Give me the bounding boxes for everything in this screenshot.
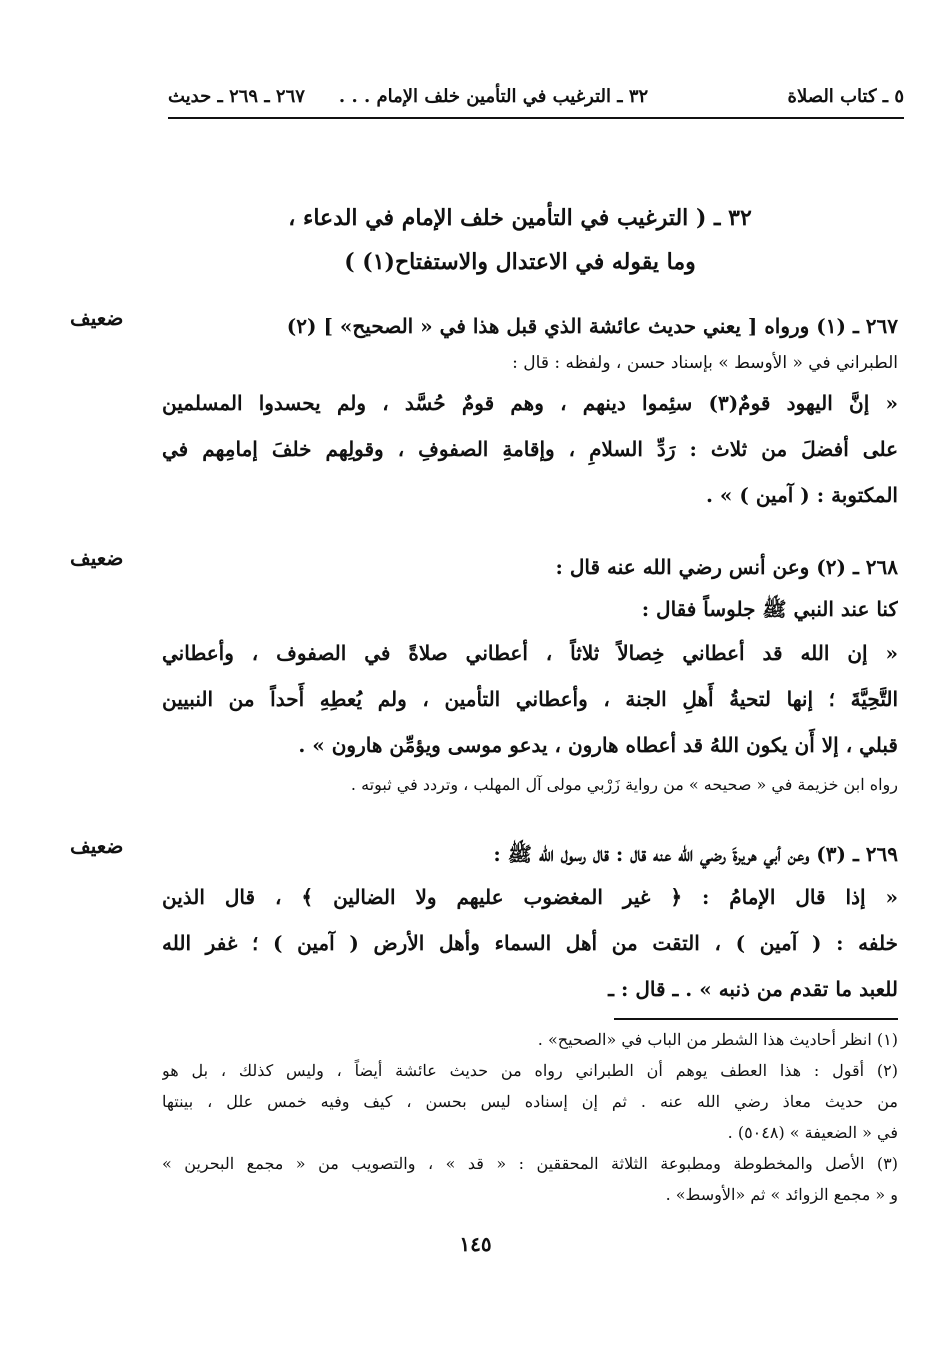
running-header [168, 86, 904, 107]
hadith-line: الطبراني في « الأوسط » بإسناد حسن ، ولفظه : قال : [512, 353, 898, 373]
hadith-source-note: رواه ابن خزيمة في « صحيحه » من رواية زَرْبي مولى آل المهلب ، وتردد في ثبوته . [350, 775, 898, 794]
footnote: (٣) الأصل والمخطوطة ومطبوعة الثلاثة المحققين : « قد » ، والتصويب من « مجمع البحرين » [162, 1154, 898, 1173]
chapter-title-line: ٣٢ ـ ( الترغيب في التأمين خلف الإمام في الدعاء ، [288, 205, 752, 231]
hadith-line: للعبد ما تقدم من ذنبه » . ـ قال : ـ [608, 977, 898, 1001]
header-chapter: ٥ ـ كتاب الصلاة [787, 86, 904, 107]
footnote: (١) انظر أحاديث هذا الشطر من الباب في «الصحيح» . [537, 1030, 898, 1049]
hadith-line: « إنَّ اليهود قومٌ(٣) سئِموا دينهم ، وهم قومٌ حُسَّد ، ولم يحسدوا المسلمين [162, 391, 898, 415]
hadith-line: ٢٦٨ ـ (٢) وعن أنس رضي الله عنه قال : [555, 555, 898, 579]
header-rule [168, 117, 904, 119]
hadith-line: ٢٦٩ ـ (٣) وعن أبي هريرةَ رضي الله عنه قال : قال رسول الله ﷺ : [493, 842, 898, 866]
hadith-line: ٢٦٧ ـ (١) ورواه [ يعني حديث عائشة الذي قبل هذا في « الصحيح» ] (٢) [286, 314, 898, 338]
hadith-line: « إن الله قد أعطاني خِصالاً ثلاثاً ، أعطاني صلاةً في الصفوف ، وأعطاني [162, 641, 898, 665]
hadith-line: قبلي ، إلا أَن يكون اللهُ قد أعطاه هارون ، يدعو موسى ويؤمِّن هارون » . [298, 733, 898, 757]
hadith-268 [162, 546, 898, 802]
header-section: ٣٢ ـ الترغيب في التأمين خلف الإمام . . . [338, 86, 649, 107]
hadith-grade: ضعيف [70, 834, 124, 858]
hadith-line: المكتوبة : ( آمين ) » . [706, 483, 898, 507]
page-number: ١٤٥ [459, 1232, 492, 1256]
header-section-group [168, 86, 648, 107]
header-hadith-range: ٢٦٧ ـ ٢٦٩ ـ حديث [168, 86, 305, 107]
hadith-269 [162, 834, 898, 1012]
hadith-line: كنا عند النبي ﷺ جلوساً فقال : [641, 597, 898, 621]
footnotes [162, 1024, 898, 1210]
hadith-line: التَّحِيَّةَ ؛ إنها لتحيةُ أَهلِ الجنة ، وأعطاني التأمين ، ولم يُعطِهِ أَحداً من النبيين [162, 687, 898, 711]
chapter-title [220, 196, 820, 284]
footnote-rule [614, 1018, 898, 1020]
hadith-grade: ضعيف [70, 546, 124, 570]
hadith-line: « إذا قال الإمامُ : ﴿ غير المغضوب عليهم ولا الضالين ﴾ ، قال الذين [162, 885, 898, 909]
footnote: و « مجمع الزوائد » ثم «الأوسط» . [665, 1185, 898, 1204]
hadith-line: على أفضلَ من ثلاث : رَدِّ السلامِ ، وإقامةِ الصفوفِ ، وقولِهم خلفَ إمامِهم في [162, 437, 898, 461]
hadith-line: خلفه : ( آمين ) ، التقت من أهل السماء وأهل الأرض ( آمين ) ؛ غفر الله [162, 931, 898, 955]
footnote: (٢) أقول : هذا العطف يوهم أن الطبراني رواه من حديث عائشة أيضاً ، وليس كذلك ، بل هو [162, 1061, 898, 1080]
hadith-grade: ضعيف [70, 306, 124, 330]
hadith-267 [162, 306, 898, 518]
footnote: من حديث معاذ رضي الله عنه . ثم إن إسناده ليس بحسن ، كيف وفيه خمس علل ، بينتها [162, 1092, 898, 1111]
chapter-title-line: وما يقوله في الاعتدال والاستفتاح(١) ) [344, 249, 696, 275]
footnote: في « الضعيفة » (٥٠٤٨) . [727, 1123, 898, 1142]
